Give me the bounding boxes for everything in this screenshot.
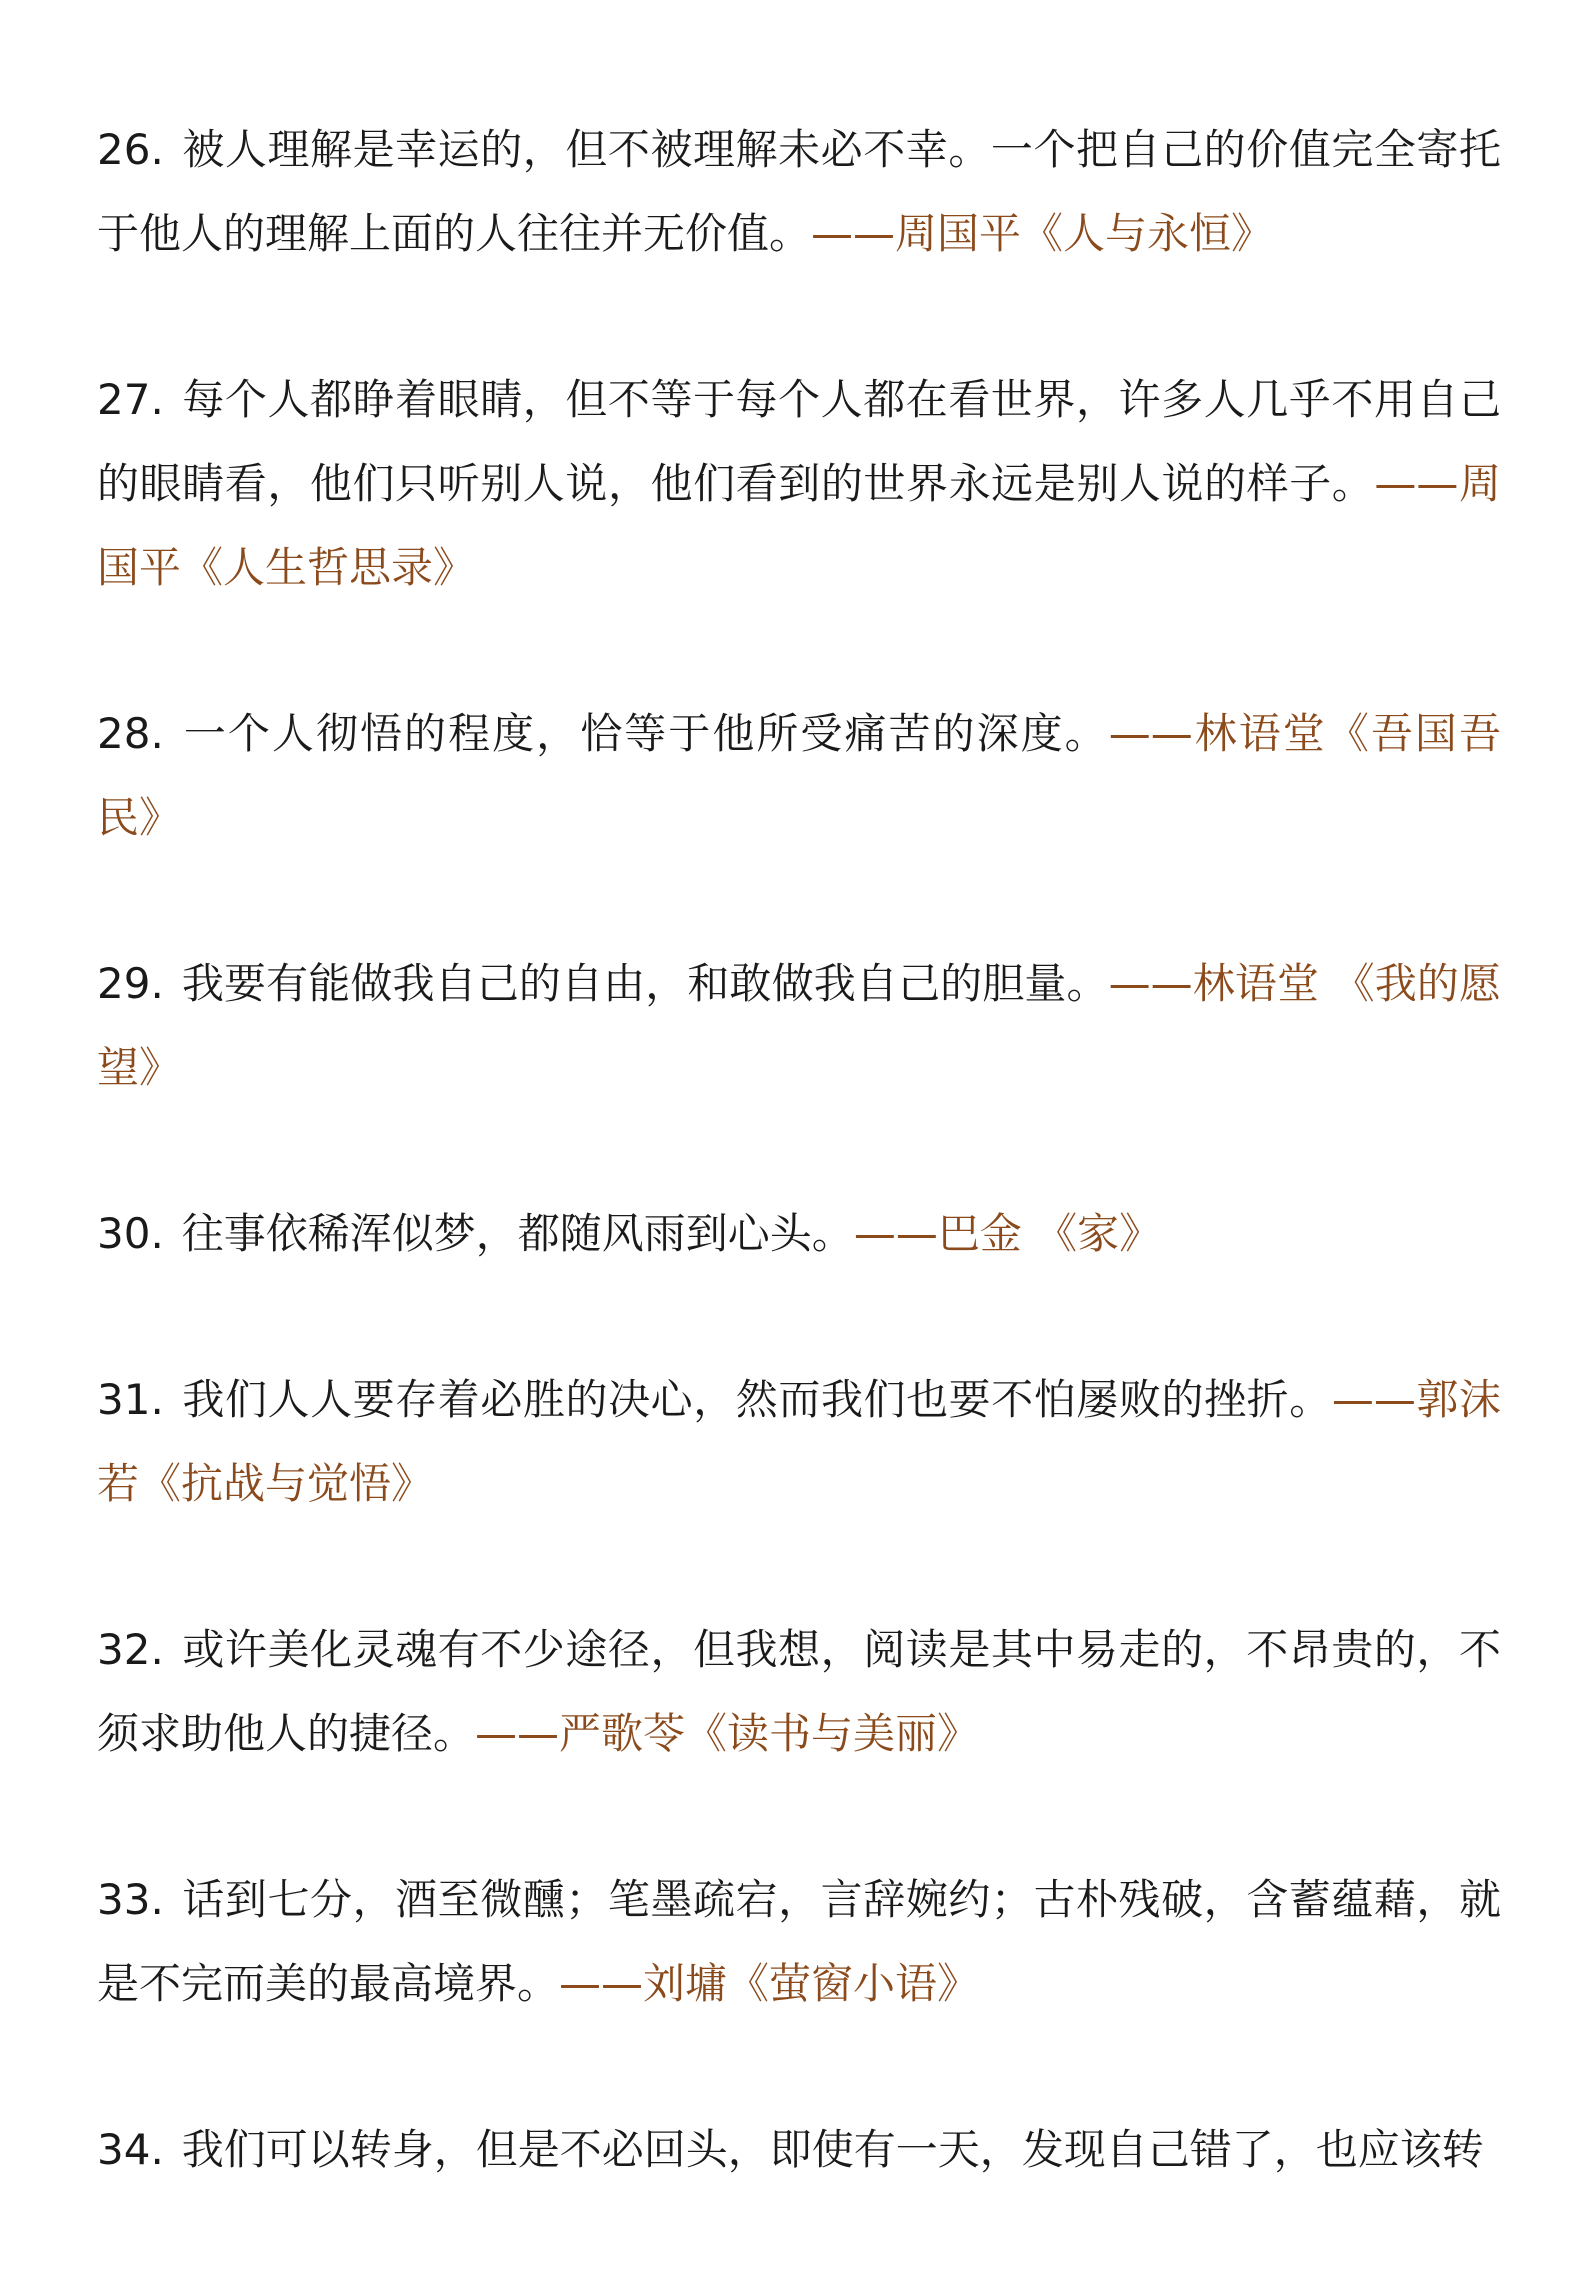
quote-number: 29. (97, 959, 164, 1008)
quote-number: 27. (97, 375, 164, 424)
quote-source: ——周国平《人与永恒》 (811, 209, 1274, 258)
quote-source: ——巴金 《家》 (853, 1209, 1162, 1258)
quote-text: 我要有能做我自己的自由，和敢做我自己的胆量。 (181, 959, 1109, 1008)
quote-number: 33. (97, 1875, 164, 1924)
quote-text: 往事依稀浑似梦，都随风雨到心头。 (181, 1209, 854, 1258)
quote-item (97, 692, 1501, 860)
quote-number: 32. (97, 1625, 164, 1674)
quote-source: ——严歌苓《读书与美丽》 (475, 1709, 980, 1758)
quote-item (97, 1858, 1501, 2026)
quote-number: 30. (97, 1209, 164, 1258)
quote-text: 每个人都睁着眼睛，但不等于每个人都在看世界，许多人几乎不用自己的眼睛看，他们只听别人说，他们看到的世界永远是别人说的样子。 (97, 375, 1501, 508)
quote-item (97, 2108, 1501, 2192)
quote-number: 31. (97, 1375, 164, 1424)
quote-text: 我们可以转身，但是不必回头，即使有一天，发现自己错了，也应该转 (181, 2125, 1484, 2174)
quote-text: 被人理解是幸运的，但不被理解未必不幸。一个把自己的价值完全寄托于他人的理解上面的人往往并无价值。 (97, 125, 1501, 258)
quote-item (97, 108, 1501, 276)
quote-item (97, 942, 1501, 1110)
quote-item (97, 358, 1501, 610)
quote-source: ——周国平《人生哲思录》 (97, 459, 1501, 592)
quote-source: ——林语堂 《我的愿望》 (97, 959, 1501, 1092)
quote-item (97, 1192, 1501, 1276)
quote-source: ——刘墉《萤窗小语》 (559, 1959, 980, 2008)
quote-list (97, 108, 1501, 2274)
quote-text: 或许美化灵魂有不少途径，但我想，阅读是其中易走的，不昂贵的，不须求助他人的捷径。 (97, 1625, 1501, 1758)
quote-text: 一个人彻悟的程度，恰等于他所受痛苦的深度。 (181, 709, 1109, 758)
quote-source: ——林语堂《吾国吾民》 (97, 709, 1501, 842)
quote-text: 我们人人要存着必胜的决心，然而我们也要不怕屡败的挫折。 (181, 1375, 1332, 1424)
quote-item (97, 1358, 1501, 1526)
quote-text: 话到七分，酒至微醺；笔墨疏宕，言辞婉约；古朴残破，含蓄蕴藉，就是不完而美的最高境界。 (97, 1875, 1501, 2008)
quote-item (97, 1608, 1501, 1776)
quote-number: 34. (97, 2125, 164, 2174)
quote-number: 28. (97, 709, 164, 758)
quote-source: ——郭沫若《抗战与觉悟》 (97, 1375, 1501, 1508)
quote-number: 26. (97, 125, 164, 174)
